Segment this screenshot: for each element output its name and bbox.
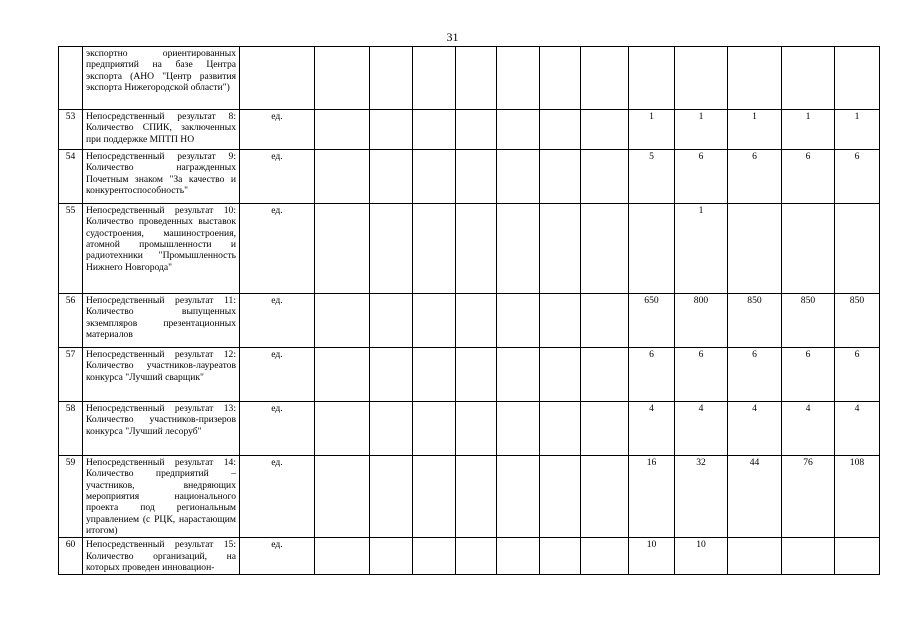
value-cell	[581, 47, 629, 110]
row-number: 58	[59, 402, 83, 456]
value-cell	[581, 110, 629, 150]
indicator-name: Непосредственный результат 12: Количество участников-лауреатов конкурса "Лучший сварщик"	[83, 348, 240, 402]
indicator-name: экспортно ориентированных предприятий на базе Центра экспорта (АНО "Центр развития экспорта Нижегородской области")	[83, 47, 240, 110]
value-cell	[413, 456, 456, 538]
value-cell	[315, 538, 370, 575]
value-cell	[456, 538, 497, 575]
value-cell	[370, 348, 413, 402]
value-cell	[497, 110, 540, 150]
value-cell	[581, 294, 629, 348]
value-cell	[728, 538, 782, 575]
value-cell	[835, 538, 880, 575]
unit-cell	[240, 47, 315, 110]
value-cell	[497, 348, 540, 402]
unit-cell: ед.	[240, 150, 315, 204]
value-cell: 850	[782, 294, 835, 348]
value-cell	[413, 294, 456, 348]
value-cell: 4	[728, 402, 782, 456]
table-body	[59, 47, 880, 575]
value-cell	[456, 456, 497, 538]
value-cell: 850	[835, 294, 880, 348]
value-cell	[782, 47, 835, 110]
value-cell	[456, 402, 497, 456]
indicator-name: Непосредственный результат 9: Количество награжденных Почетным знаком "За качество и конкурентоспособность"	[83, 150, 240, 204]
value-cell	[413, 110, 456, 150]
value-cell: 1	[675, 110, 728, 150]
value-cell: 6	[728, 150, 782, 204]
unit-cell: ед.	[240, 294, 315, 348]
value-cell: 650	[629, 294, 675, 348]
value-cell	[413, 204, 456, 294]
value-cell	[370, 204, 413, 294]
indicator-name: Непосредственный результат 13: Количество участников-призеров конкурса "Лучший лесоруб"	[83, 402, 240, 456]
value-cell: 1	[835, 110, 880, 150]
value-cell	[540, 47, 581, 110]
page-number: 31	[446, 30, 459, 44]
value-cell	[835, 47, 880, 110]
row-number: 60	[59, 538, 83, 575]
value-cell	[581, 402, 629, 456]
value-cell: 800	[675, 294, 728, 348]
value-cell	[370, 538, 413, 575]
value-cell	[540, 110, 581, 150]
unit-cell: ед.	[240, 456, 315, 538]
value-cell: 108	[835, 456, 880, 538]
value-cell	[370, 150, 413, 204]
value-cell: 6	[782, 348, 835, 402]
value-cell	[456, 294, 497, 348]
value-cell: 1	[782, 110, 835, 150]
value-cell: 6	[728, 348, 782, 402]
value-cell: 76	[782, 456, 835, 538]
value-cell	[413, 402, 456, 456]
value-cell	[540, 294, 581, 348]
value-cell: 6	[835, 348, 880, 402]
indicator-name: Непосредственный результат 14: Количество предприятий – участников, внедряющих мероприятия национального проекта под региональным управлением (с РЦК, нарастающим итогом)	[83, 456, 240, 538]
value-cell	[456, 110, 497, 150]
value-cell: 44	[728, 456, 782, 538]
value-cell	[497, 538, 540, 575]
indicator-name: Непосредственный результат 10: Количество проведенных выставок судостроения, машиностроения, атомной промышленности и радиотехники "Промышленность Нижнего Новгорода"	[83, 204, 240, 294]
row-number: 56	[59, 294, 83, 348]
value-cell	[835, 204, 880, 294]
value-cell	[497, 294, 540, 348]
value-cell	[581, 538, 629, 575]
value-cell	[370, 456, 413, 538]
value-cell	[540, 456, 581, 538]
value-cell: 4	[782, 402, 835, 456]
unit-cell: ед.	[240, 538, 315, 575]
value-cell: 6	[629, 348, 675, 402]
value-cell: 1	[629, 110, 675, 150]
value-cell	[413, 348, 456, 402]
row-number	[59, 47, 83, 110]
row-number: 54	[59, 150, 83, 204]
value-cell: 850	[728, 294, 782, 348]
value-cell	[370, 402, 413, 456]
indicator-name: Непосредственный результат 8: Количество СПИК, заключенных при поддержке МПТП НО	[83, 110, 240, 150]
value-cell: 10	[675, 538, 728, 575]
value-cell	[413, 150, 456, 204]
value-cell	[315, 456, 370, 538]
value-cell	[456, 348, 497, 402]
value-cell	[315, 204, 370, 294]
row-number: 59	[59, 456, 83, 538]
value-cell: 4	[835, 402, 880, 456]
value-cell	[315, 348, 370, 402]
value-cell: 5	[629, 150, 675, 204]
value-cell: 4	[629, 402, 675, 456]
value-cell: 6	[835, 150, 880, 204]
value-cell: 1	[728, 110, 782, 150]
value-cell	[728, 47, 782, 110]
value-cell	[370, 47, 413, 110]
unit-cell: ед.	[240, 110, 315, 150]
table-row	[59, 538, 880, 575]
value-cell	[413, 538, 456, 575]
unit-cell: ед.	[240, 204, 315, 294]
table-row	[59, 402, 880, 456]
value-cell	[497, 204, 540, 294]
row-number: 53	[59, 110, 83, 150]
value-cell	[497, 47, 540, 110]
indicator-name: Непосредственный результат 11: Количество выпущенных экземпляров презентационных материалов	[83, 294, 240, 348]
value-cell	[456, 150, 497, 204]
value-cell	[728, 204, 782, 294]
table-row	[59, 150, 880, 204]
row-number: 55	[59, 204, 83, 294]
table-row	[59, 110, 880, 150]
value-cell: 32	[675, 456, 728, 538]
value-cell	[782, 204, 835, 294]
row-number: 57	[59, 348, 83, 402]
value-cell: 1	[675, 204, 728, 294]
value-cell	[540, 538, 581, 575]
value-cell	[456, 47, 497, 110]
value-cell	[497, 150, 540, 204]
value-cell	[629, 204, 675, 294]
value-cell	[315, 294, 370, 348]
value-cell: 6	[782, 150, 835, 204]
value-cell: 6	[675, 150, 728, 204]
value-cell	[315, 402, 370, 456]
value-cell	[315, 47, 370, 110]
value-cell	[782, 538, 835, 575]
value-cell	[581, 204, 629, 294]
table-row	[59, 47, 880, 110]
value-cell	[581, 456, 629, 538]
value-cell	[581, 348, 629, 402]
value-cell	[497, 456, 540, 538]
value-cell	[675, 47, 728, 110]
table-row	[59, 204, 880, 294]
indicator-name: Непосредственный результат 15: Количество организаций, на которых проведен инновацион-	[83, 538, 240, 575]
value-cell	[413, 47, 456, 110]
value-cell	[497, 402, 540, 456]
value-cell	[540, 150, 581, 204]
value-cell	[315, 150, 370, 204]
value-cell: 4	[675, 402, 728, 456]
value-cell	[315, 110, 370, 150]
value-cell	[370, 294, 413, 348]
table-row	[59, 294, 880, 348]
unit-cell: ед.	[240, 402, 315, 456]
value-cell	[370, 110, 413, 150]
table-row	[59, 456, 880, 538]
value-cell: 10	[629, 538, 675, 575]
value-cell	[456, 204, 497, 294]
value-cell	[540, 204, 581, 294]
indicators-table	[58, 46, 880, 575]
value-cell	[581, 150, 629, 204]
table-row	[59, 348, 880, 402]
value-cell	[540, 402, 581, 456]
unit-cell: ед.	[240, 348, 315, 402]
value-cell	[540, 348, 581, 402]
value-cell: 6	[675, 348, 728, 402]
value-cell	[629, 47, 675, 110]
value-cell: 16	[629, 456, 675, 538]
